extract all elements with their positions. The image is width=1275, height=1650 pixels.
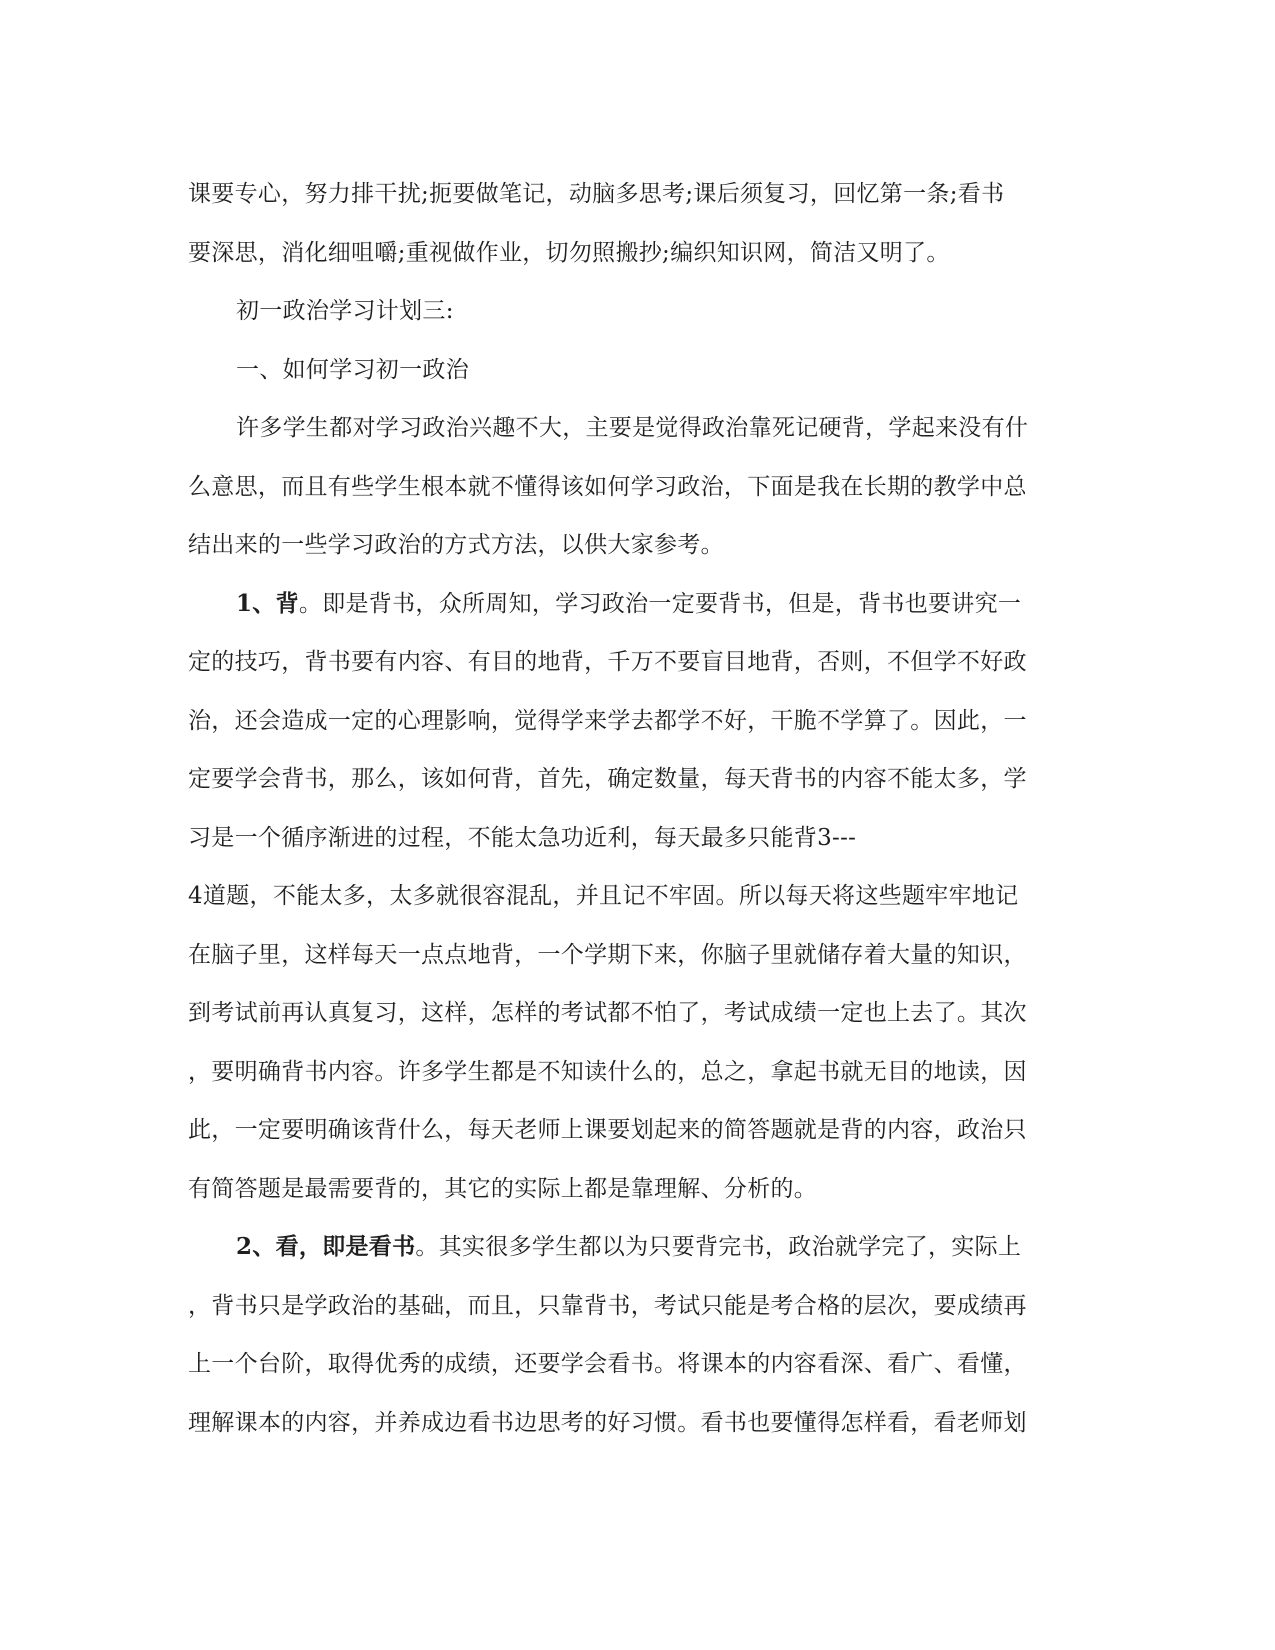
bold-heading-text: 2、看，即是看书 xyxy=(236,1233,416,1260)
text-line xyxy=(188,516,1088,575)
text-line xyxy=(188,399,1088,458)
text-line xyxy=(188,165,1088,224)
text-line xyxy=(188,224,1088,283)
line-text: 4道题，不能太多，太多就很容混乱，并且记不牢固。所以每天将这些题牢牢地记 xyxy=(188,883,1019,909)
text-line xyxy=(188,1394,1088,1453)
text-line xyxy=(188,1101,1088,1160)
line-text: 有简答题是最需要背的，其它的实际上都是靠理解、分析的。 xyxy=(188,1175,818,1202)
line-text: 理解课本的内容，并养成边看书边思考的好习惯。看书也要懂得怎样看，看老师划 xyxy=(188,1409,1027,1436)
line-text: 定的技巧，背书要有内容、有目的地背，千万不要盲目地背，否则，不但学不好政 xyxy=(188,649,1027,675)
document-body xyxy=(188,165,1088,1452)
line-text: 。其实很多学生都以为只要背完书，政治就学完了，实际上 xyxy=(415,1234,1022,1260)
text-line xyxy=(188,692,1088,751)
text-line xyxy=(188,575,1088,634)
line-text: 一、如何学习初一政治 xyxy=(236,356,469,383)
text-line xyxy=(188,458,1088,517)
line-text: 课要专心，努力排干扰;扼要做笔记，动脑多思考;课后须复习，回忆第一条;看书 xyxy=(188,181,1005,207)
line-text: 结出来的一些学习政治的方式方法，以供大家参考。 xyxy=(188,532,724,558)
line-text: 定要学会背书，那么，该如何背，首先，确定数量，每天背书的内容不能太多，学 xyxy=(188,766,1027,792)
line-text: 习是一个循序渐进的过程，不能太急功近利，每天最多只能背3--- xyxy=(188,824,857,851)
text-line xyxy=(188,926,1088,985)
text-line xyxy=(188,282,1088,341)
text-line xyxy=(188,809,1088,868)
text-line xyxy=(188,633,1088,692)
line-text: 治，还会造成一定的心理影响，觉得学来学去都学不好，干脆不学算了。因此，一 xyxy=(188,707,1027,734)
text-line xyxy=(188,1277,1088,1336)
text-line xyxy=(188,750,1088,809)
line-text: 此，一定要明确该背什么，每天老师上课要划起来的简答题就是背的内容，政治只 xyxy=(188,1117,1027,1143)
text-line xyxy=(188,1160,1088,1219)
line-text: ，背书只是学政治的基础，而且，只靠背书，考试只能是考合格的层次，要成绩再 xyxy=(188,1292,1027,1319)
line-text: 上一个台阶，取得优秀的成绩，还要学会看书。将课本的内容看深、看广、看懂， xyxy=(188,1351,1027,1377)
text-line xyxy=(188,1218,1088,1277)
line-text: 在脑子里，这样每天一点点地背，一个学期下来，你脑子里就储存着大量的知识， xyxy=(188,941,1027,968)
text-line xyxy=(188,984,1088,1043)
line-text: 要深思，消化细咀嚼;重视做作业，切勿照搬抄;编织知识网，简洁又明了。 xyxy=(188,239,950,266)
text-line xyxy=(188,1335,1088,1394)
line-text: 初一政治学习计划三: xyxy=(236,298,454,324)
text-line xyxy=(188,867,1088,926)
text-line xyxy=(188,1043,1088,1102)
bold-heading-text: 1、背 xyxy=(236,589,299,617)
line-text: ，要明确背书内容。许多学生都是不知读什么的，总之，拿起书就无目的地读，因 xyxy=(188,1058,1027,1085)
line-text: 到考试前再认真复习，这样，怎样的考试都不怕了，考试成绩一定也上去了。其次 xyxy=(188,1000,1027,1026)
line-text: 许多学生都对学习政治兴趣不大，主要是觉得政治靠死记硬背，学起来没有什 xyxy=(236,415,1029,441)
text-line xyxy=(188,341,1088,400)
line-text: 。即是背书，众所周知，学习政治一定要背书，但是，背书也要讲究一 xyxy=(298,590,1022,617)
line-text: 么意思，而且有些学生根本就不懂得该如何学习政治，下面是我在长期的教学中总 xyxy=(188,473,1027,500)
